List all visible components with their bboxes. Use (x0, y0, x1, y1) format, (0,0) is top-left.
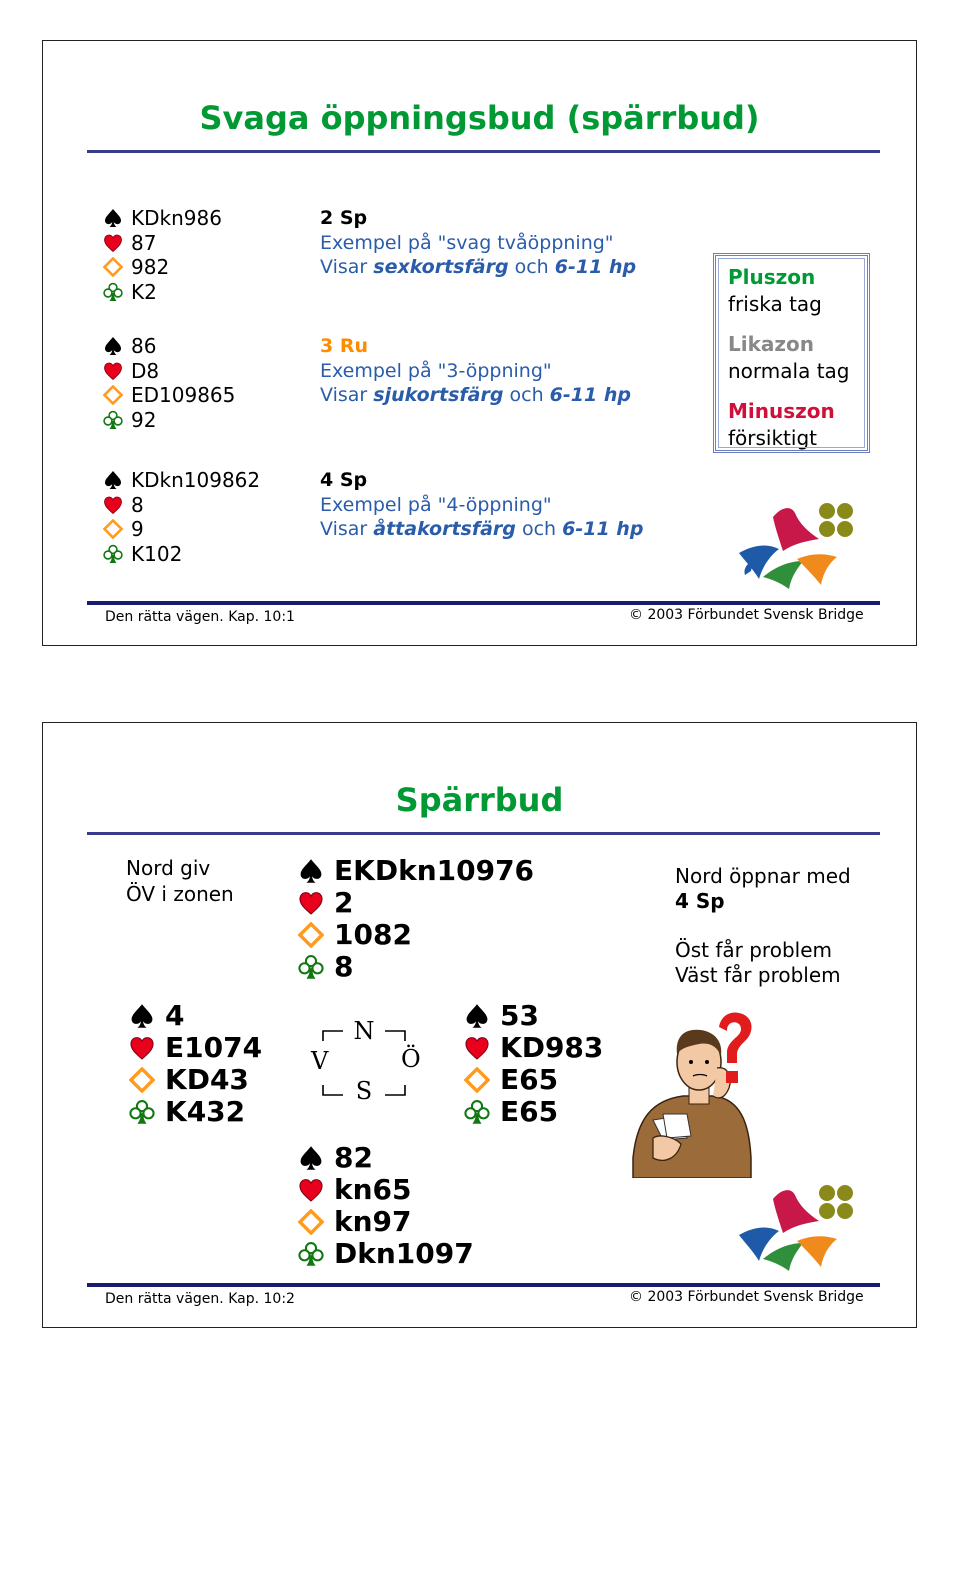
spade-icon (103, 208, 123, 228)
bid-example: Exempel på "4-öppning" (320, 493, 552, 516)
bid-shows (320, 255, 636, 280)
hand-spades: KDkn986 (131, 206, 222, 230)
heart-icon (103, 361, 123, 381)
footer-left: Den rätta vägen. Kap. 10:2 (105, 1291, 295, 1307)
heart-icon (464, 1035, 490, 1061)
question-mark-icon (713, 1011, 755, 1093)
compass-south: S (355, 1077, 373, 1105)
bid-block-2 (320, 334, 631, 408)
south-diamonds: kn97 (334, 1205, 412, 1238)
hand-2 (103, 334, 235, 432)
shows-prefix: Visar (320, 518, 368, 540)
shows-mid: och (509, 384, 544, 406)
hand-hearts: D8 (131, 358, 160, 383)
bid-shows (320, 383, 631, 408)
bid-shows (320, 517, 643, 542)
spade-icon (103, 470, 123, 490)
vulnerability-line: ÖV i zonen (126, 882, 234, 906)
shows-length: åttakortsfärg (373, 518, 516, 540)
hand-spades: KDkn109862 (131, 468, 261, 492)
title-divider (87, 832, 880, 835)
diamond-icon (298, 1209, 324, 1235)
club-icon (103, 544, 123, 564)
compass-west: V (311, 1047, 329, 1075)
auction-note (675, 864, 851, 988)
footer-left: Den rätta vägen. Kap. 10:1 (105, 609, 295, 625)
zone-legend-box (713, 253, 870, 453)
shows-mid: och (514, 256, 549, 278)
club-icon (298, 1241, 324, 1267)
hand-clubs: K102 (131, 541, 183, 566)
north-hearts: 2 (334, 886, 354, 919)
hand-3 (103, 468, 260, 566)
hand-hearts: 8 (131, 492, 144, 517)
hand-clubs: K2 (131, 279, 157, 304)
bid-label: 3 Ru (320, 335, 368, 357)
slide-title: Svaga öppningsbud (spärrbud) (199, 99, 760, 137)
shows-length: sexkortsfärg (373, 256, 509, 278)
bridge-logo-icon (733, 499, 873, 599)
spade-icon (464, 1003, 490, 1029)
minus-zone-label: Minuszon (728, 399, 835, 423)
slide-2 (42, 722, 917, 1328)
shows-hp: 6-11 hp (562, 518, 644, 540)
compass-table (309, 1015, 419, 1111)
north-clubs: 8 (334, 950, 354, 983)
shows-prefix: Visar (320, 256, 368, 278)
east-diamonds: E65 (500, 1063, 559, 1096)
footer-divider (87, 1283, 880, 1287)
bridge-logo-icon (733, 1483, 873, 1583)
compass-east: Ö (401, 1045, 421, 1073)
plus-zone-text: friska tag (728, 291, 822, 316)
west-spades: 4 (165, 999, 185, 1032)
dealer-info (126, 855, 234, 907)
bid-example: Exempel på "svag tvåöppning" (320, 231, 614, 254)
diamond-icon (129, 1067, 155, 1093)
heart-icon (298, 890, 324, 916)
east-clubs: E65 (500, 1095, 559, 1128)
note-line-2: 4 Sp (675, 889, 725, 913)
hand-diamonds: 982 (131, 255, 170, 279)
hand-1 (103, 206, 222, 304)
footer-divider (87, 601, 880, 605)
west-hand (129, 1000, 262, 1128)
north-diamonds: 1082 (334, 918, 412, 951)
club-icon (464, 1099, 490, 1125)
north-spades: EKDkn10976 (334, 854, 535, 887)
shows-mid: och (521, 518, 557, 540)
west-hearts: E1074 (165, 1031, 263, 1064)
bid-label: 2 Sp (320, 207, 368, 229)
shows-length: sjukortsfärg (373, 384, 504, 406)
south-hand (298, 1142, 474, 1270)
club-icon (298, 954, 324, 980)
south-clubs: Dkn1097 (334, 1237, 474, 1270)
note-line-4: Väst får problem (675, 963, 841, 987)
east-hand (464, 1000, 603, 1128)
east-hearts: KD983 (500, 1031, 604, 1064)
dealer-line: Nord giv (126, 856, 211, 880)
slide-1 (42, 40, 917, 646)
bid-example: Exempel på "3-öppning" (320, 359, 552, 382)
diamond-icon (103, 519, 123, 539)
minus-zone-text: försiktigt (728, 425, 817, 450)
north-hand (298, 855, 534, 983)
heart-icon (103, 495, 123, 515)
note-line-1: Nord öppnar med (675, 864, 851, 888)
note-line-3: Öst får problem (675, 938, 832, 962)
spade-icon (129, 1003, 155, 1029)
bid-label: 4 Sp (320, 469, 368, 491)
shows-hp: 6-11 hp (554, 256, 637, 278)
diamond-icon (464, 1067, 490, 1093)
west-diamonds: KD43 (165, 1063, 249, 1096)
heart-icon (298, 1177, 324, 1203)
hand-spades: 86 (131, 334, 157, 358)
south-hearts: kn65 (334, 1173, 412, 1206)
club-icon (103, 410, 123, 430)
spade-icon (298, 858, 324, 884)
plus-zone-label: Pluszon (728, 265, 816, 289)
footer-right: © 2003 Förbundet Svensk Bridge (629, 607, 864, 623)
hand-clubs: 92 (131, 407, 157, 432)
footer-right: © 2003 Förbundet Svensk Bridge (629, 1289, 864, 1305)
spade-icon (103, 336, 123, 356)
like-zone-text: normala tag (728, 358, 850, 383)
club-icon (103, 282, 123, 302)
bridge-logo-icon (733, 1181, 873, 1281)
diamond-icon (103, 257, 123, 277)
compass-north: N (353, 1017, 375, 1045)
south-spades: 82 (334, 1141, 373, 1174)
bid-block-3 (320, 468, 643, 542)
spade-icon (298, 1145, 324, 1171)
hand-hearts: 87 (131, 230, 157, 255)
east-spades: 53 (500, 999, 539, 1032)
like-zone-label: Likazon (728, 332, 815, 356)
heart-icon (129, 1035, 155, 1061)
title-divider (87, 150, 880, 153)
hand-diamonds: ED109865 (131, 383, 236, 407)
shows-prefix: Visar (320, 384, 368, 406)
club-icon (129, 1099, 155, 1125)
heart-icon (103, 233, 123, 253)
west-clubs: K432 (165, 1095, 246, 1128)
bid-block-1 (320, 206, 636, 280)
diamond-icon (298, 922, 324, 948)
slide-title: Spärrbud (395, 781, 564, 819)
hand-diamonds: 9 (131, 517, 144, 541)
diamond-icon (103, 385, 123, 405)
shows-hp: 6-11 hp (549, 384, 631, 406)
